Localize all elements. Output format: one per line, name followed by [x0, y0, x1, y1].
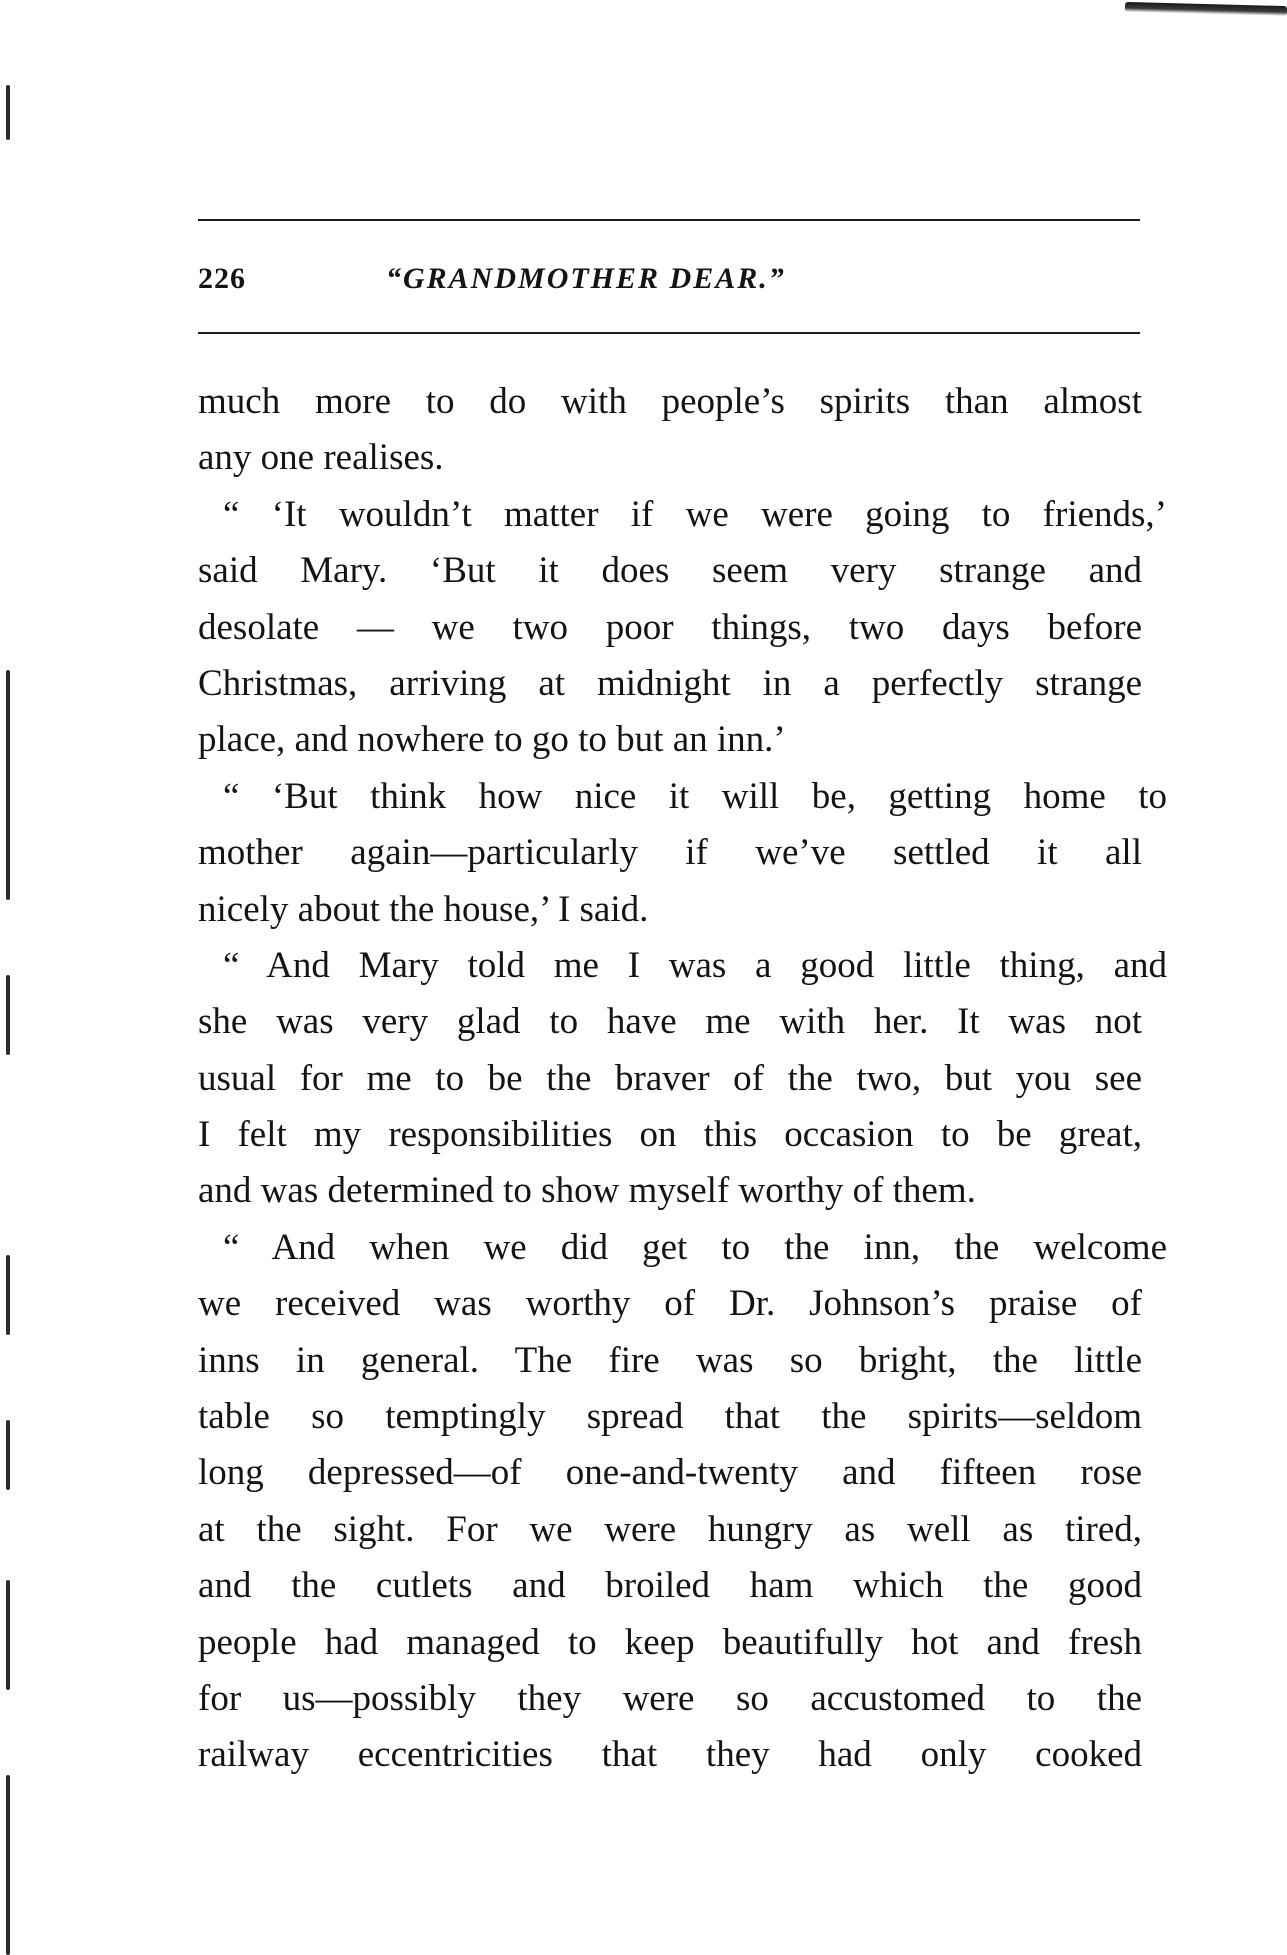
scan-edge-mark — [6, 85, 10, 140]
text-line: railway eccentricities that they had only cooked — [198, 1734, 1142, 1776]
scan-edge-mark — [6, 1255, 10, 1335]
text-line: any one realises. — [198, 437, 444, 479]
scan-smudge — [1125, 2, 1287, 16]
text-line: usual for me to be the braver of the two, but you see — [198, 1057, 1142, 1099]
text-line: said Mary. ‘But it does seem very strange and — [198, 550, 1142, 592]
text-line: and the cutlets and broiled ham which the good — [198, 1565, 1142, 1607]
header-top-rule — [198, 219, 1140, 221]
scan-edge-mark — [6, 1420, 10, 1490]
scan-edge-mark — [6, 1580, 10, 1690]
text-line: Christmas, arriving at midnight in a perfectly strange — [198, 662, 1142, 704]
text-line: I felt my responsibilities on this occasion to be great, — [198, 1114, 1142, 1156]
text-line: she was very glad to have me with her. It was not — [198, 1001, 1142, 1043]
text-line: inns in general. The fire was so bright, the little — [198, 1339, 1142, 1381]
text-line: much more to do with people’s spirits than almost — [198, 381, 1142, 422]
text-line: we received was worthy of Dr. Johnson’s praise of — [198, 1283, 1142, 1325]
scan-edge-mark — [6, 975, 10, 1055]
text-line: “ And when we did get to the inn, the welcome — [223, 1226, 1167, 1268]
text-line: “ ‘But think how nice it will be, getting home to — [223, 775, 1167, 817]
page-number: 226 — [198, 262, 246, 295]
header-bottom-rule — [198, 332, 1140, 334]
text-line: table so temptingly spread that the spirits—seldom — [198, 1396, 1142, 1438]
text-line: people had managed to keep beautifully hot and fresh — [198, 1621, 1142, 1663]
text-line: “ And Mary told me I was a good little thing, and — [223, 944, 1167, 986]
text-line: and was determined to show myself worthy of them. — [198, 1170, 976, 1212]
text-line: “ ‘It wouldn’t matter if we were going to friends,’ — [223, 493, 1167, 535]
text-line: long depressed—of one-and-twenty and fifteen rose — [198, 1452, 1142, 1494]
text-line: desolate — we two poor things, two days before — [198, 606, 1142, 648]
scan-edge-mark — [6, 670, 10, 900]
text-line: nicely about the house,’ I said. — [198, 888, 649, 930]
text-line: at the sight. For we were hungry as well as tired, — [198, 1508, 1142, 1550]
page-header — [198, 262, 1140, 302]
text-line: place, and nowhere to go to but an inn.’ — [198, 719, 786, 761]
text-line: mother again—particularly if we’ve settled it all — [198, 832, 1142, 874]
body-text — [198, 374, 1167, 1784]
scan-edge-mark — [6, 1775, 10, 1955]
text-line: for us—possibly they were so accustomed to the — [198, 1677, 1142, 1719]
running-title: “GRANDMOTHER DEAR.” — [386, 262, 786, 295]
